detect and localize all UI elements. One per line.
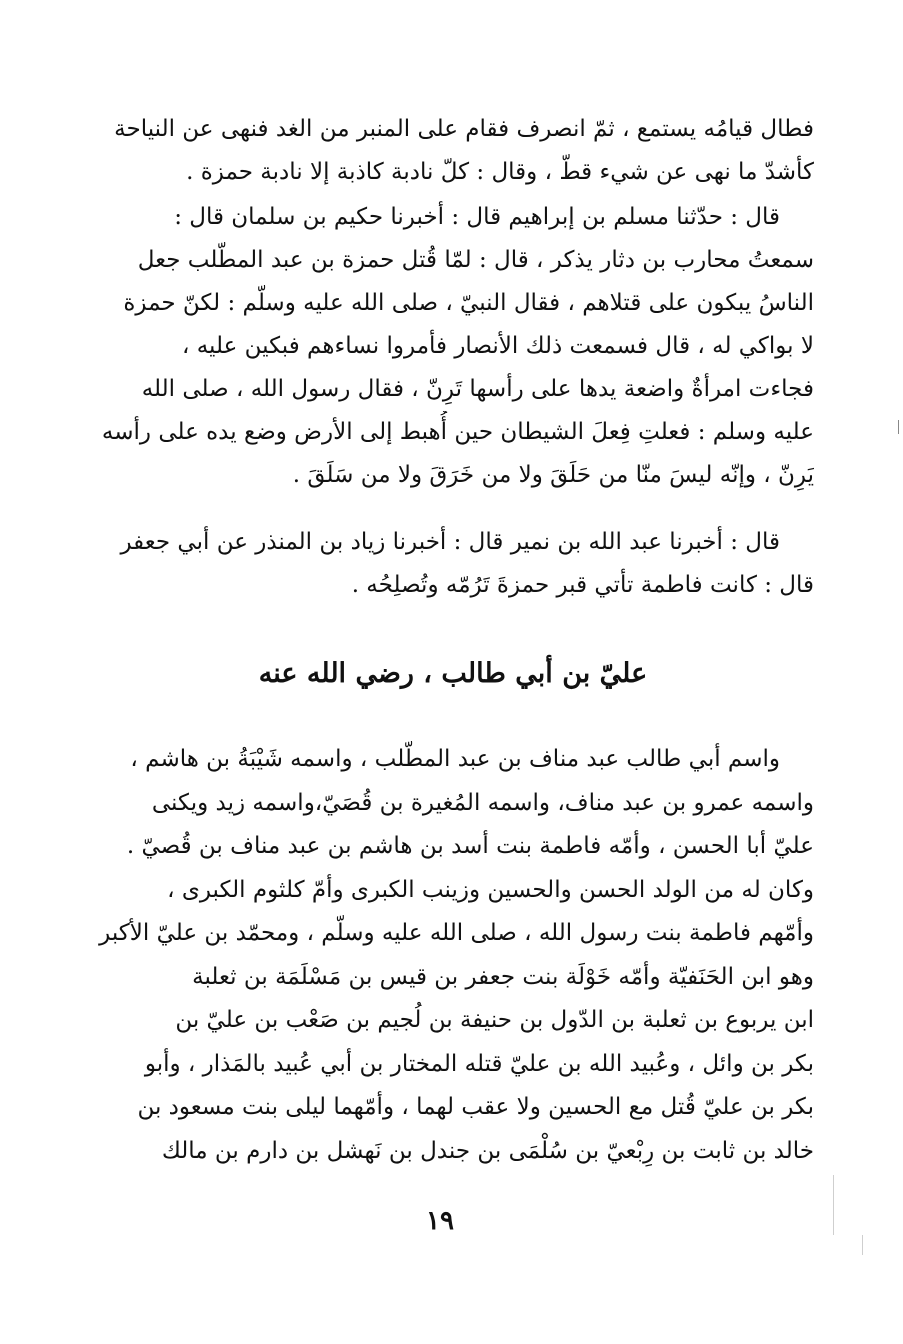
text-line: بكر بن عليّ قُتل مع الحسين ولا عقب لهما ، وأمّهما ليلى بنت مسعود بن [137, 1094, 814, 1120]
scan-edge-mark [833, 1175, 834, 1235]
text-line: وأمّهم فاطمة بنت رسول الله ، صلى الله عليه وسلّم ، ومحمّد بن عليّ الأكبر [99, 920, 814, 946]
text-line: وهو ابن الحَنَفيّة وأمّه خَوْلَة بنت جعفر بن قيس بن مَسْلَمَة بن ثعلبة [192, 963, 814, 990]
text-line: قال : كانت فاطمة تأتي قبر حمزةَ تَرُمّه وتُصلِحُه . [351, 572, 814, 598]
page-number: ١٩ [426, 1206, 454, 1236]
text-line: سمعتُ محارب بن دثار يذكر ، قال : لمّا قُتل حمزة بن عبد المطّلب جعل [137, 247, 814, 273]
paragraph-hamza-mourning [92, 196, 814, 497]
scan-edge-mark [862, 1235, 863, 1255]
text-line: عليه وسلم : فعلتِ فِعلَ الشيطان حين أُهبط إلى الأرض وضع يده على رأسه [101, 419, 814, 445]
text-line: واسمه عمرو بن عبد مناف، واسمه المُغيرة بن قُصَيّ،واسمه زيد ويكنى [151, 789, 814, 816]
text-line: الناسُ يبكون على قتلاهم ، فقال النبيّ ، صلى الله عليه وسلّم : لكنّ حمزة [123, 290, 814, 316]
text-line: وكان له من الولد الحسن والحسين وزينب الكبرى وأمّ كلثوم الكبرى ، [167, 876, 814, 903]
text-line: واسم أبي طالب عبد مناف بن عبد المطّلب ، واسمه شَيْبَةُ بن هاشم ، [130, 746, 780, 772]
text-line: خالد بن ثابت بن رِبْعيّ بن سُلْمَى بن جندل بن نَهشل بن دارم بن مالك [161, 1137, 814, 1164]
text-line: يَرِنّ ، وإنّه ليسَ منّا من حَلَقَ ولا من خَرَقَ ولا من سَلَقَ . [292, 462, 814, 488]
paragraph-fatima-grave [92, 521, 814, 607]
paragraph-ali-lineage [92, 738, 814, 1173]
section-heading: عليّ بن أبي طالب ، رضي الله عنه [258, 658, 648, 689]
text-line: ابن يربوع بن ثعلبة بن الدّول بن حنيفة بن لُجيم بن صَعْب بن عليّ بن [175, 1007, 814, 1033]
paragraph-nawh-prohibition [92, 108, 814, 194]
text-line: فطال قيامُه يستمع ، ثمّ انصرف فقام على المنبر من الغد فنهى عن النياحة [114, 116, 814, 142]
text-line: بكر بن وائل ، وعُبيد الله بن عليّ قتله المختار بن أبي عُبيد بالمَذار ، وأبو [144, 1050, 814, 1077]
text-line: لا بواكي له ، قال فسمعت ذلك الأنصار فأمروا نساءهم فبكين عليه ، [181, 333, 814, 359]
text-line: عليّ أبا الحسن ، وأمّه فاطمة بنت أسد بن هاشم بن عبد مناف بن قُصيّ . [126, 833, 814, 859]
text-line: قال : أخبرنا عبد الله بن نمير قال : أخبرنا زياد بن المنذر عن أبي جعفر [120, 529, 780, 555]
scan-edge-mark [898, 420, 899, 434]
text-line: فجاءت امرأةٌ واضعة يدها على رأسها تَرِنّ ، فقال رسول الله ، صلى الله [141, 376, 814, 402]
text-line: قال : حدّثنا مسلم بن إبراهيم قال : أخبرنا حكيم بن سلمان قال : [174, 204, 780, 230]
text-line: كأشدّ ما نهى عن شيء قطّ ، وقال : كلّ نادبة كاذبة إلا نادبة حمزة . [186, 159, 814, 185]
